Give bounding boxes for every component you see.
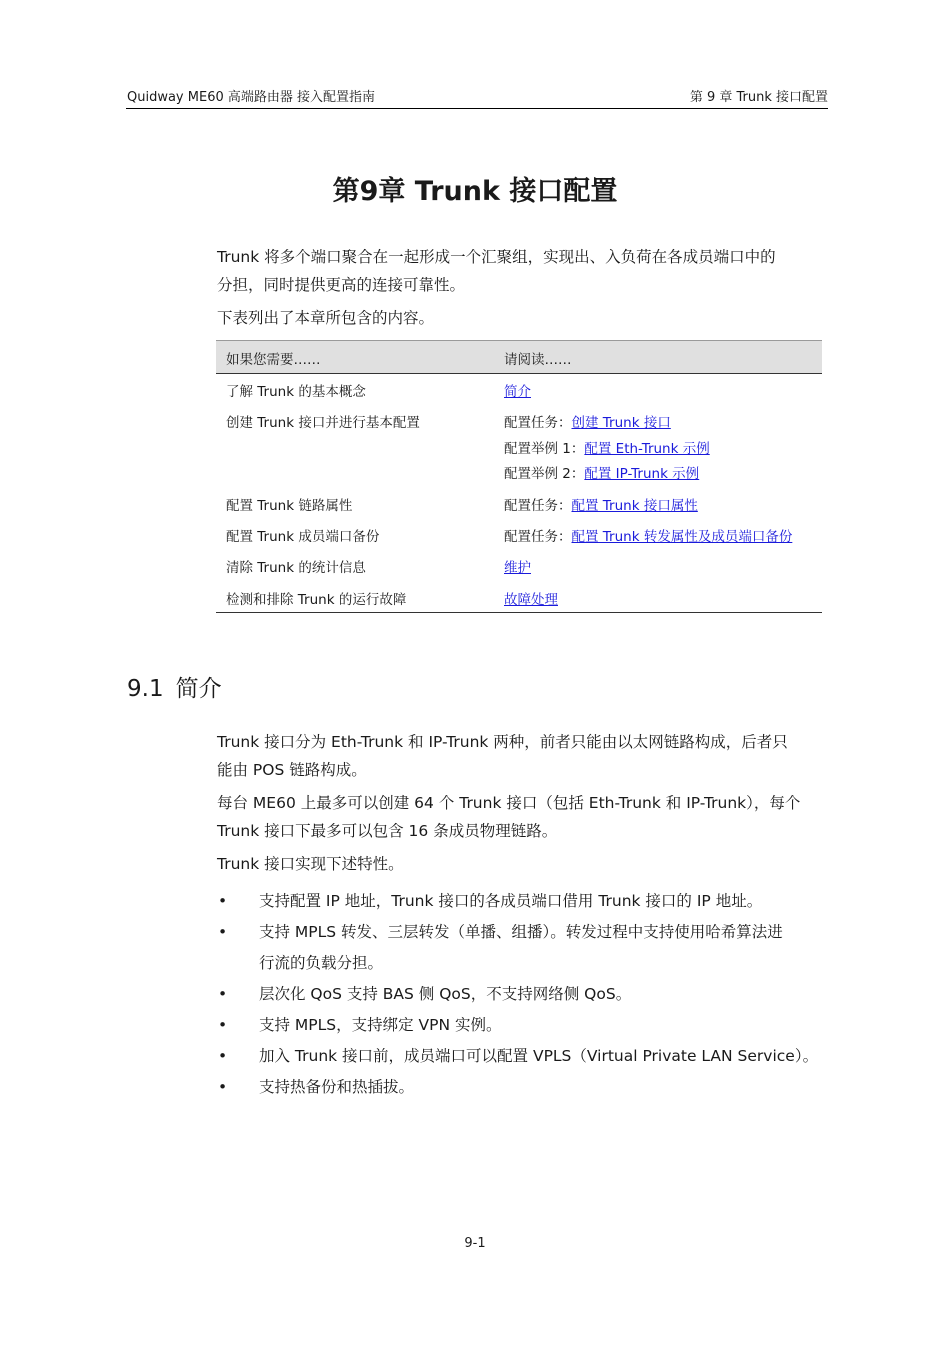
list-item xyxy=(217,886,829,917)
bullet-icon: • xyxy=(218,1047,228,1065)
row-need: 了解 Trunk 的基本概念 xyxy=(226,384,366,400)
section-paragraph-3 xyxy=(217,850,829,878)
list-item xyxy=(217,917,829,948)
list-item-text: 支持 MPLS，支持绑定 VPN 实例。 xyxy=(259,1016,502,1034)
section-title xyxy=(127,672,222,706)
contents-table-header xyxy=(216,340,822,374)
feature-list xyxy=(217,886,829,1103)
list-item-text: 支持 MPLS 转发、三层转发（单播、组播）。转发过程中支持使用哈希算法进 xyxy=(259,923,783,941)
link-eth-trunk-example[interactable]: 配置 Eth-Trunk 示例 xyxy=(584,441,710,457)
section-heading: 简介 xyxy=(175,676,222,702)
list-item-text: 支持热备份和热插拔。 xyxy=(259,1078,415,1096)
list-item xyxy=(217,1010,829,1041)
table-bottom-rule xyxy=(216,612,822,613)
row-need: 检测和排除 Trunk 的运行故障 xyxy=(226,592,407,608)
bullet-icon: • xyxy=(218,985,228,1003)
section-p1-line-1: Trunk 接口分为 Eth-Trunk 和 IP-Trunk 两种，前者只能由以太网链路构成，后者只 xyxy=(217,733,788,751)
intro-paragraph-line-1: Trunk 将多个端口聚合在一起形成一个汇聚组，实现出、入负荷在各成员端口中的 xyxy=(217,248,776,266)
header-read: 请阅读…… xyxy=(504,352,572,368)
header-rule xyxy=(126,108,828,109)
header-need: 如果您需要…… xyxy=(226,352,321,368)
row-prefix: 配置举例 1： xyxy=(504,441,585,457)
header-chapter-title: 第 9 章 Trunk 接口配置 xyxy=(689,90,828,105)
intro-paragraph-line-2: 分担，同时提供更高的连接可靠性。 xyxy=(217,276,466,294)
link-ip-trunk-example[interactable]: 配置 IP-Trunk 示例 xyxy=(584,466,700,482)
list-item xyxy=(217,1041,829,1072)
section-p2-line-1: 每台 ME60 上最多可以创建 64 个 Trunk 接口（包括 Eth-Trunk 和 IP-Trunk），每个 xyxy=(217,794,801,812)
row-prefix: 配置举例 2： xyxy=(504,466,585,482)
header-doc-title: Quidway ME60 高端路由器 接入配置指南 xyxy=(127,90,375,105)
list-item-text: 层次化 QoS 支持 BAS 侧 QoS，不支持网络侧 QoS。 xyxy=(259,985,632,1003)
bullet-icon: • xyxy=(218,1016,228,1034)
row-prefix: 配置任务： xyxy=(504,498,572,514)
row-prefix: 配置任务： xyxy=(504,529,572,545)
row-need: 配置 Trunk 成员端口备份 xyxy=(226,529,380,545)
row-need: 创建 Trunk 接口并进行基本配置 xyxy=(226,415,420,431)
contents-table xyxy=(216,340,822,608)
link-trunk-forwarding-backup[interactable]: 配置 Trunk 转发属性及成员端口备份 xyxy=(571,529,793,545)
list-item xyxy=(217,1072,829,1103)
link-trunk-attributes[interactable]: 配置 Trunk 接口属性 xyxy=(571,498,698,514)
row-prefix: 配置任务： xyxy=(504,415,572,431)
row-need: 清除 Trunk 的统计信息 xyxy=(226,560,366,576)
link-intro[interactable]: 简介 xyxy=(504,384,531,400)
list-item-text: 加入 Trunk 接口前，成员端口可以配置 VPLS（Virtual Private LAN Service）。 xyxy=(259,1047,819,1065)
bullet-icon: • xyxy=(218,892,228,910)
list-item-continuation xyxy=(217,948,829,979)
section-number: 9.1 xyxy=(127,676,164,702)
section-p2-line-2: Trunk 接口下最多可以包含 16 条成员物理链路。 xyxy=(217,822,558,840)
list-item xyxy=(217,979,829,1010)
link-maintenance[interactable]: 维护 xyxy=(504,560,531,576)
intro-paragraph-2: 下表列出了本章所包含的内容。 xyxy=(217,309,435,327)
section-paragraph-1 xyxy=(217,728,829,784)
intro-text xyxy=(217,243,829,299)
link-create-trunk[interactable]: 创建 Trunk 接口 xyxy=(571,415,671,431)
list-item-text: 行流的负载分担。 xyxy=(259,954,384,972)
bullet-icon: • xyxy=(218,923,228,941)
chapter-title: 第9章 Trunk 接口配置 xyxy=(332,176,618,207)
section-p3: Trunk 接口实现下述特性。 xyxy=(217,855,404,873)
page-number: 9-1 xyxy=(464,1236,486,1251)
row-need: 配置 Trunk 链路属性 xyxy=(226,498,353,514)
section-p1-line-2: 能由 POS 链路构成。 xyxy=(217,761,367,779)
link-troubleshooting[interactable]: 故障处理 xyxy=(504,592,558,608)
bullet-icon: • xyxy=(218,1078,228,1096)
section-paragraph-2 xyxy=(217,789,829,845)
list-item-text: 支持配置 IP 地址，Trunk 接口的各成员端口借用 Trunk 接口的 IP 地址。 xyxy=(259,892,763,910)
intro-table-lead xyxy=(217,304,829,332)
